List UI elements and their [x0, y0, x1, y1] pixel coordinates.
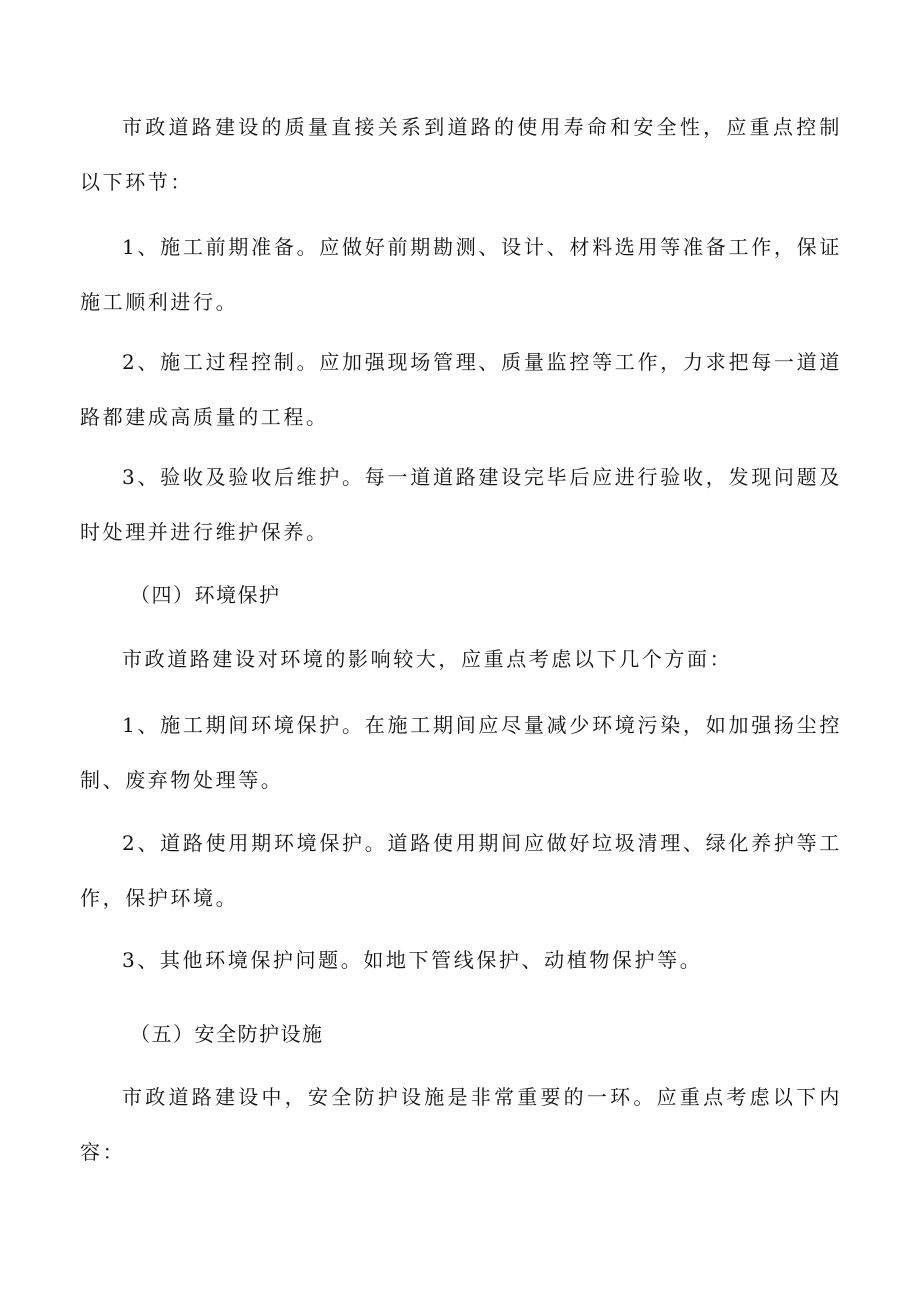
- paragraph-safety-intro: 市政道路建设中，安全防护设施是非常重要的一环。应重点考虑以下内容：: [80, 1085, 842, 1164]
- section-heading-safety: （五）安全防护设施: [130, 1022, 324, 1046]
- section-heading-environment: （四）环境保护: [130, 583, 281, 607]
- paragraph-environment-item-2: 2、道路使用期环境保护。道路使用期间应做好垃圾清理、绿化养护等工作，保护环境。: [80, 831, 842, 910]
- paragraph-quality-item-2: 2、施工过程控制。应加强现场管理、质量监控等工作，力求把每一道道路都建成高质量的工程。: [80, 350, 842, 429]
- paragraph-quality-item-1: 1、施工前期准备。应做好前期勘测、设计、材料选用等准备工作，保证施工顺利进行。: [80, 235, 842, 314]
- paragraph-environment-intro: 市政道路建设对环境的影响较大，应重点考虑以下几个方面：: [122, 647, 733, 671]
- paragraph-environment-item-1: 1、施工期间环境保护。在施工期间应尽量减少环境污染，如加强扬尘控制、废弃物处理等。: [80, 713, 842, 792]
- paragraph-quality-item-3: 3、验收及验收后维护。每一道道路建设完毕后应进行验收，发现问题及时处理并进行维护保养。: [80, 465, 842, 544]
- paragraph-quality-intro: 市政道路建设的质量直接关系到道路的使用寿命和安全性，应重点控制以下环节：: [80, 115, 842, 194]
- paragraph-environment-item-3: 3、其他环境保护问题。如地下管线保护、动植物保护等。: [122, 948, 703, 972]
